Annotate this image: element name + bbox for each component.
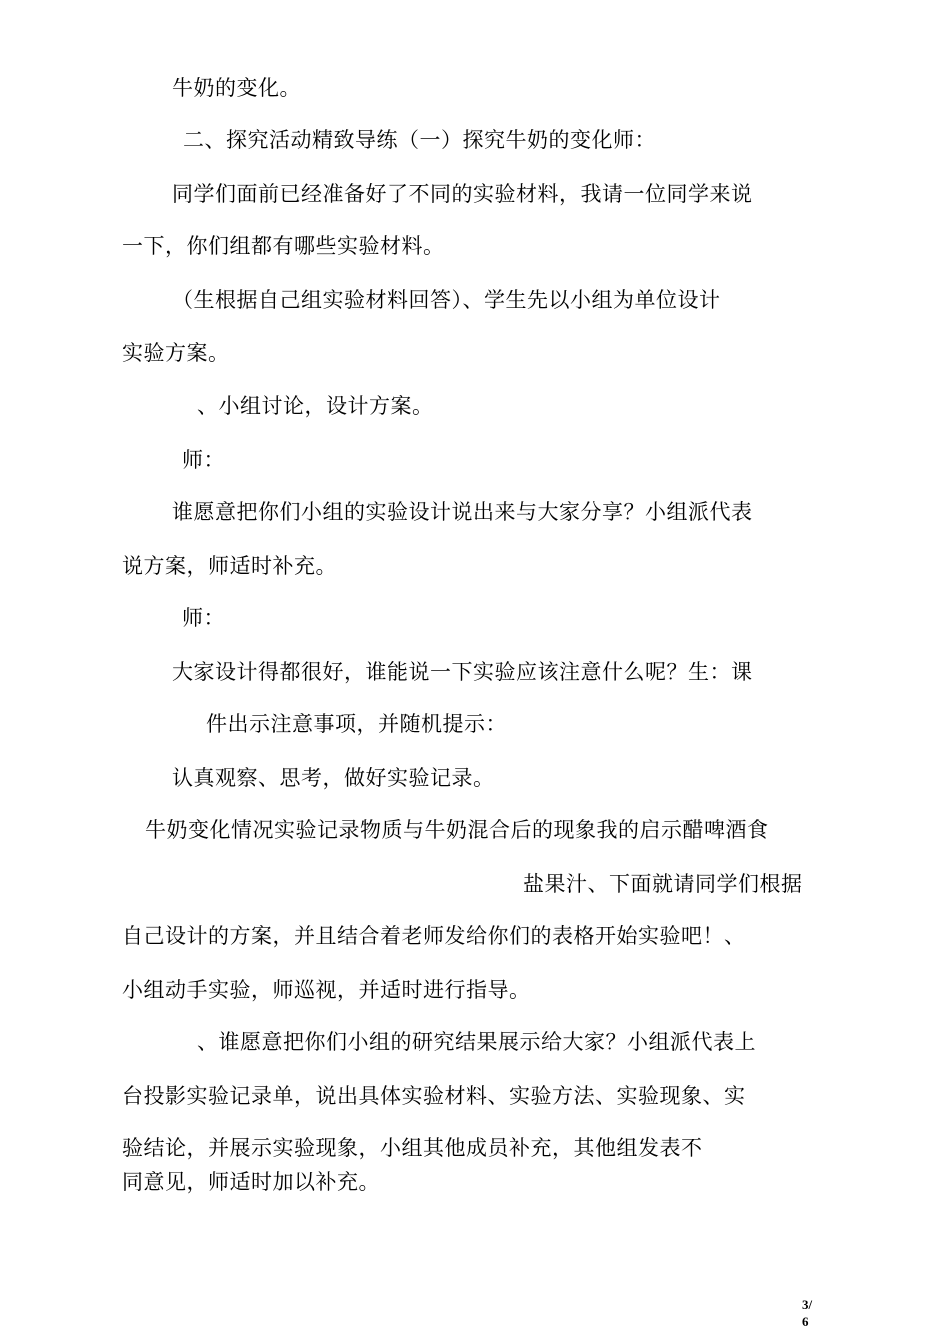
text-line: 自己设计的方案，并且结合着老师发给你们的表格开始实验吧！、 (122, 924, 746, 948)
text-line: 谁愿意把你们小组的实验设计说出来与大家分享？小组派代表 (172, 500, 753, 524)
page-number-total: 6 (802, 1314, 809, 1329)
text-line: 师： (182, 606, 225, 630)
page-number-current: 3/ (802, 1297, 813, 1312)
text-line: 认真观察、思考，做好实验记录。 (172, 766, 495, 790)
page-number (802, 1296, 812, 1330)
text-line: 大家设计得都很好，谁能说一下实验应该注意什么呢？生：课 (172, 660, 753, 684)
text-line: 小组动手实验，师巡视，并适时进行指导。 (122, 978, 531, 1002)
text-line: （生根据自己组实验材料回答）、学生先以小组为单位设计 (172, 288, 721, 312)
text-line: 、谁愿意把你们小组的研究结果展示给大家？小组派代表上 (197, 1030, 756, 1054)
text-line: 盐果汁、下面就请同学们根据 (523, 872, 803, 896)
text-line: 、小组讨论，设计方案。 (197, 394, 434, 418)
text-line: 同学们面前已经准备好了不同的实验材料，我请一位同学来说 (172, 182, 753, 206)
text-line: 台投影实验记录单，说出具体实验材料、实验方法、实验现象、实 (122, 1084, 746, 1108)
text-line: 验结论，并展示实验现象，小组其他成员补充，其他组发表不 (122, 1136, 703, 1160)
text-line: 一下，你们组都有哪些实验材料。 (122, 234, 445, 258)
text-line: 师： (182, 448, 225, 472)
text-line: 牛奶的变化。 (172, 76, 301, 100)
section-heading: 二、探究活动精致导练（一）探究牛奶的变化师： (183, 128, 656, 152)
text-line: 说方案，师适时补充。 (122, 554, 337, 578)
text-line: 实验方案。 (122, 341, 230, 365)
text-line: 同意见，师适时加以补充。 (122, 1170, 380, 1194)
text-line: 件出示注意事项，并随机提示： (206, 712, 507, 736)
text-line: 牛奶变化情况实验记录物质与牛奶混合后的现象我的启示醋啤酒食 (145, 818, 769, 842)
